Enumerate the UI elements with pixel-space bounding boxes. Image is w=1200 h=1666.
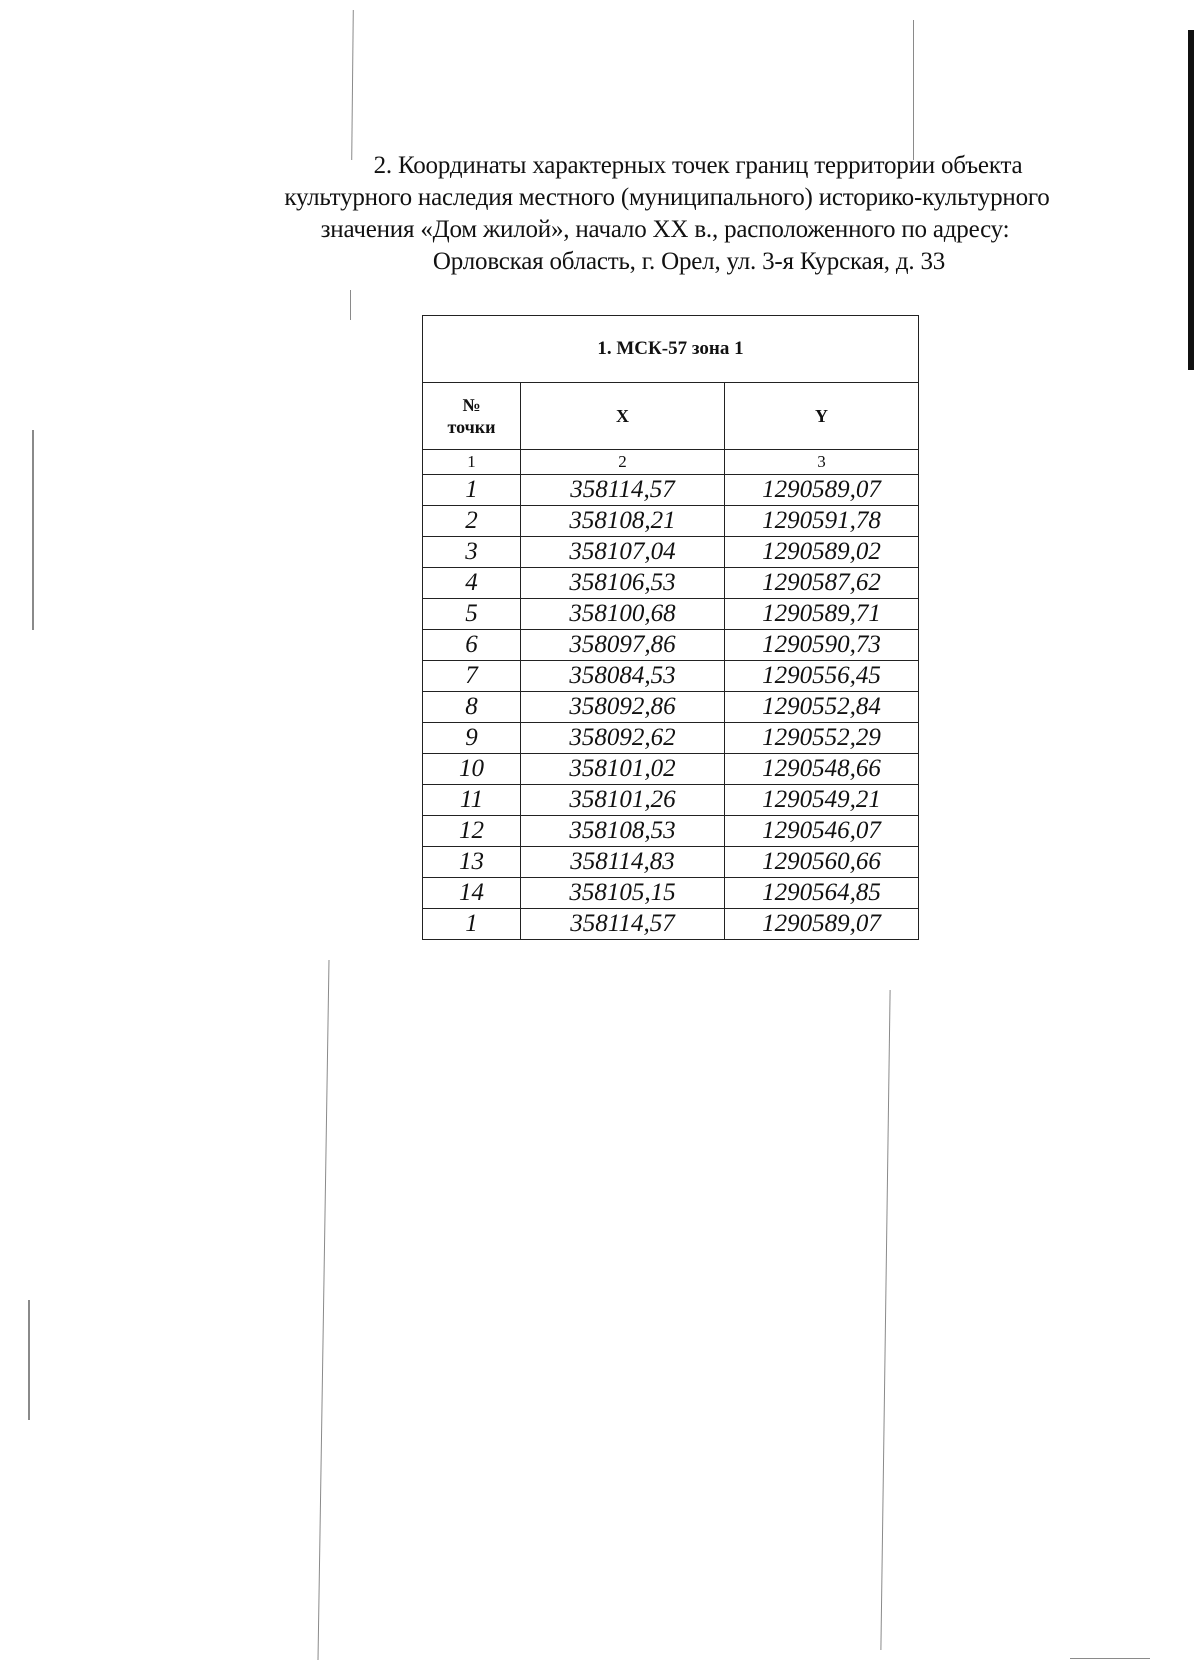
- column-number: 1: [423, 450, 521, 475]
- header-x: X: [521, 383, 725, 450]
- scan-artifact-line: [318, 960, 330, 1660]
- point-number-cell: 1: [423, 475, 521, 506]
- document-heading: [240, 150, 1090, 278]
- y-coordinate-cell: 1290556,45: [725, 661, 919, 692]
- x-coordinate-cell: 358107,04: [521, 537, 725, 568]
- y-coordinate-cell: 1290546,07: [725, 816, 919, 847]
- scan-artifact-line: [28, 1300, 30, 1420]
- header-point-line1: №: [462, 395, 481, 415]
- scan-artifact-line: [32, 430, 34, 630]
- point-number-cell: 8: [423, 692, 521, 723]
- y-coordinate-cell: 1290564,85: [725, 878, 919, 909]
- x-coordinate-cell: 358105,15: [521, 878, 725, 909]
- x-coordinate-cell: 358106,53: [521, 568, 725, 599]
- x-coordinate-cell: 358097,86: [521, 630, 725, 661]
- table-row: [423, 754, 919, 785]
- scan-edge-bar: [1188, 30, 1194, 370]
- scan-artifact-line: [350, 290, 351, 320]
- table-body: [423, 475, 919, 940]
- x-coordinate-cell: 358101,26: [521, 785, 725, 816]
- x-coordinate-cell: 358108,21: [521, 506, 725, 537]
- x-coordinate-cell: 358114,57: [521, 475, 725, 506]
- y-coordinate-cell: 1290552,29: [725, 723, 919, 754]
- y-coordinate-cell: 1290589,07: [725, 909, 919, 940]
- table-row: [423, 816, 919, 847]
- y-coordinate-cell: 1290590,73: [725, 630, 919, 661]
- table-row: [423, 630, 919, 661]
- table-row: [423, 692, 919, 723]
- heading-line: Орловская область, г. Орел, ул. 3-я Курская, д. 33: [432, 248, 946, 275]
- y-coordinate-cell: 1290591,78: [725, 506, 919, 537]
- table-row: [423, 506, 919, 537]
- point-number-cell: 3: [423, 537, 521, 568]
- x-coordinate-cell: 358108,53: [521, 816, 725, 847]
- scan-artifact-line: [880, 990, 890, 1650]
- scan-artifact-line: [1070, 1658, 1150, 1659]
- table-row: [423, 723, 919, 754]
- scan-artifact-line: [913, 20, 914, 160]
- x-coordinate-cell: 358114,57: [521, 909, 725, 940]
- point-number-cell: 5: [423, 599, 521, 630]
- x-coordinate-cell: 358114,83: [521, 847, 725, 878]
- y-coordinate-cell: 1290560,66: [725, 847, 919, 878]
- y-coordinate-cell: 1290587,62: [725, 568, 919, 599]
- table-row: [423, 878, 919, 909]
- table-row: [423, 599, 919, 630]
- column-number: 3: [725, 450, 919, 475]
- point-number-cell: 12: [423, 816, 521, 847]
- point-number-cell: 13: [423, 847, 521, 878]
- y-coordinate-cell: 1290589,02: [725, 537, 919, 568]
- point-number-cell: 2: [423, 506, 521, 537]
- header-point-line2: точки: [447, 417, 496, 437]
- table-row: [423, 568, 919, 599]
- x-coordinate-cell: 358092,62: [521, 723, 725, 754]
- point-number-cell: 14: [423, 878, 521, 909]
- heading-line: культурного наследия местного (муниципального) историко-культурного: [284, 184, 1050, 211]
- y-coordinate-cell: 1290548,66: [725, 754, 919, 785]
- column-number: 2: [521, 450, 725, 475]
- table-row: [423, 475, 919, 506]
- table-caption-row: [423, 316, 919, 383]
- table-row: [423, 847, 919, 878]
- x-coordinate-cell: 358100,68: [521, 599, 725, 630]
- column-number-row: [423, 450, 919, 475]
- table-header-row: [423, 383, 919, 450]
- y-coordinate-cell: 1290589,07: [725, 475, 919, 506]
- y-coordinate-cell: 1290589,71: [725, 599, 919, 630]
- point-number-cell: 11: [423, 785, 521, 816]
- table-row: [423, 537, 919, 568]
- point-number-cell: 4: [423, 568, 521, 599]
- table-row: [423, 785, 919, 816]
- header-point-number: [423, 383, 521, 450]
- point-number-cell: 1: [423, 909, 521, 940]
- header-y: Y: [725, 383, 919, 450]
- table-row: [423, 909, 919, 940]
- heading-line: 2. Координаты характерных точек границ территории объекта: [373, 152, 1023, 179]
- x-coordinate-cell: 358101,02: [521, 754, 725, 785]
- point-number-cell: 7: [423, 661, 521, 692]
- y-coordinate-cell: 1290552,84: [725, 692, 919, 723]
- point-number-cell: 9: [423, 723, 521, 754]
- scan-artifact-line: [351, 10, 354, 160]
- table-row: [423, 661, 919, 692]
- x-coordinate-cell: 358084,53: [521, 661, 725, 692]
- x-coordinate-cell: 358092,86: [521, 692, 725, 723]
- point-number-cell: 10: [423, 754, 521, 785]
- y-coordinate-cell: 1290549,21: [725, 785, 919, 816]
- heading-line: значения «Дом жилой», начало XX в., расположенного по адресу:: [320, 216, 1010, 243]
- coordinates-table: [422, 315, 919, 940]
- table-caption: 1. МСК-57 зона 1: [423, 316, 919, 383]
- point-number-cell: 6: [423, 630, 521, 661]
